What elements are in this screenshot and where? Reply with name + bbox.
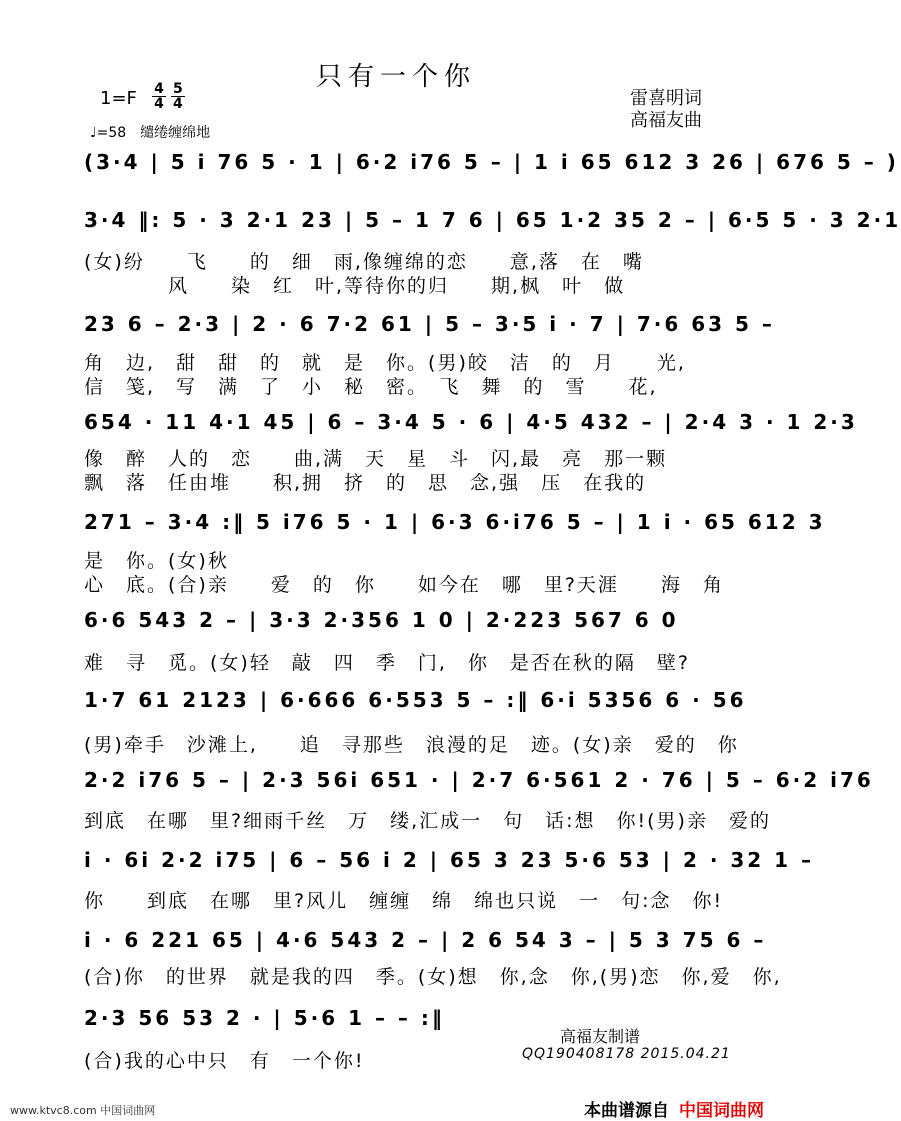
footer-site-link[interactable]: www.ktvc8.com 中国词曲网	[10, 1104, 156, 1117]
footer-source-site[interactable]: 中国词曲网	[679, 1101, 764, 1121]
lyric-row-2-verse-2: 信 笺, 写 满 了 小 秘 密。 飞 舞 的 雪 花,	[84, 376, 658, 398]
lyric-row-3-verse-2: 飘 落 任由堆 积,拥 挤 的 思 念,强 压 在我的	[84, 472, 647, 494]
notation-row-2: 23 6 – 2·3 | 2 · 6 7·2 61 | 5 – 3·5 i · 7 | 7·6 63 5 –	[84, 312, 775, 336]
lyric-row-6: (男)牵手 沙滩上, 追 寻那些 浪漫的足 迹。(女)亲 爱的 你	[84, 734, 739, 756]
lyric-row-1-verse-1: (女)纷 飞 的 细 雨,像缠绵的恋 意,落 在 嘴	[84, 251, 644, 273]
page-title: 只有一个你	[315, 62, 476, 92]
notation-row-9: i · 6 221 65 | 4·6 543 2 – | 2 6 54 3 – | 5 3 75 6 –	[84, 928, 767, 952]
credits	[630, 88, 702, 132]
lyric-row-5: 难 寻 觅。(女)轻 敲 四 季 门, 你 是否在秋的隔 壁?	[84, 652, 690, 674]
footer-source	[584, 1096, 764, 1121]
lyric-row-9: (合)你 的世界 就是我的四 季。(女)想 你,念 你,(男)恋 你,爱 你,	[84, 966, 782, 988]
lyric-row-10: (合)我的心中只 有 一个你!	[84, 1050, 365, 1072]
lyricist: 雷喜明词	[630, 88, 702, 109]
meter-top-1: 4	[152, 82, 166, 97]
lyric-row-2-verse-1: 角 边, 甜 甜 的 就 是 你。(男)皎 洁 的 月 光,	[84, 352, 686, 374]
lyric-row-7: 到底 在哪 里?细雨千丝 万 缕,汇成一 句 话:想 你!(男)亲 爱的	[84, 810, 771, 832]
lyric-row-4-verse-1: 是 你。(女)秋	[84, 550, 229, 572]
notation-row-4: 271 – 3·4 :‖ 5 i76 5 · 1 | 6·3 6·i76 5 – | 1 i · 65 612 3	[84, 510, 826, 534]
lyric-row-1-verse-2: 风 染 红 叶,等待你的归 期,枫 叶 做	[84, 275, 626, 297]
meter-bottom-2: 4	[173, 96, 183, 112]
contact-date: QQ190408178 2015.04.21	[522, 1046, 731, 1062]
composer: 高福友曲	[630, 110, 702, 131]
lyric-row-4-verse-2: 心 底。(合)亲 爱 的 你 如今在 哪 里?天涯 海 角	[84, 574, 724, 596]
notation-row-intro: (3·4 | 5 i 76 5 · 1 | 6·2 i76 5 – | 1 i 65 612 3 26 | 676 5 – )	[84, 150, 899, 174]
notation-row-10: 2·3 56 53 2 · | 5·6 1 – – :‖	[84, 1006, 445, 1030]
tempo-marking: ♩=58 缱绻缠绵地	[90, 125, 211, 141]
lyric-row-3-verse-1: 像 醉 人的 恋 曲,满 天 星 斗 闪,最 亮 那一颗	[84, 448, 668, 470]
meter-top-2: 5	[171, 82, 185, 97]
lyric-row-8: 你 到底 在哪 里?风儿 缠缠 绵 绵也只说 一 句:念 你!	[84, 890, 724, 912]
footer-source-label: 本曲谱源自	[584, 1101, 669, 1121]
notation-row-6: 1·7 61 2123 | 6·666 6·553 5 – :‖ 6·i 5356 6 · 56	[84, 688, 747, 712]
notation-row-3: 654 · 11 4·1 45 | 6 – 3·4 5 · 6 | 4·5 432 – | 2·4 3 · 1 2·3	[84, 410, 858, 434]
transcriber-credit: 高福友制谱	[560, 1027, 641, 1046]
key-signature: 1=F	[100, 88, 137, 109]
notation-row-8: i · 6i 2·2 i75 | 6 – 56 i 2 | 65 3 23 5·6 53 | 2 · 32 1 –	[84, 848, 815, 872]
notation-row-5: 6·6 543 2 – | 3·3 2·356 1 0 | 2·223 567 6 0	[84, 608, 679, 632]
time-signature	[152, 82, 185, 111]
notation-row-1: 3·4 ‖: 5 · 3 2·1 23 | 5 – 1 7 6 | 65 1·2 35 2 – | 6·5 5 · 3 2·1	[84, 208, 901, 232]
notation-row-7: 2·2 i76 5 – | 2·3 56i 651 · | 2·7 6·561 2 · 76 | 5 – 6·2 i76	[84, 768, 874, 792]
meter-bottom-1: 4	[154, 96, 164, 112]
